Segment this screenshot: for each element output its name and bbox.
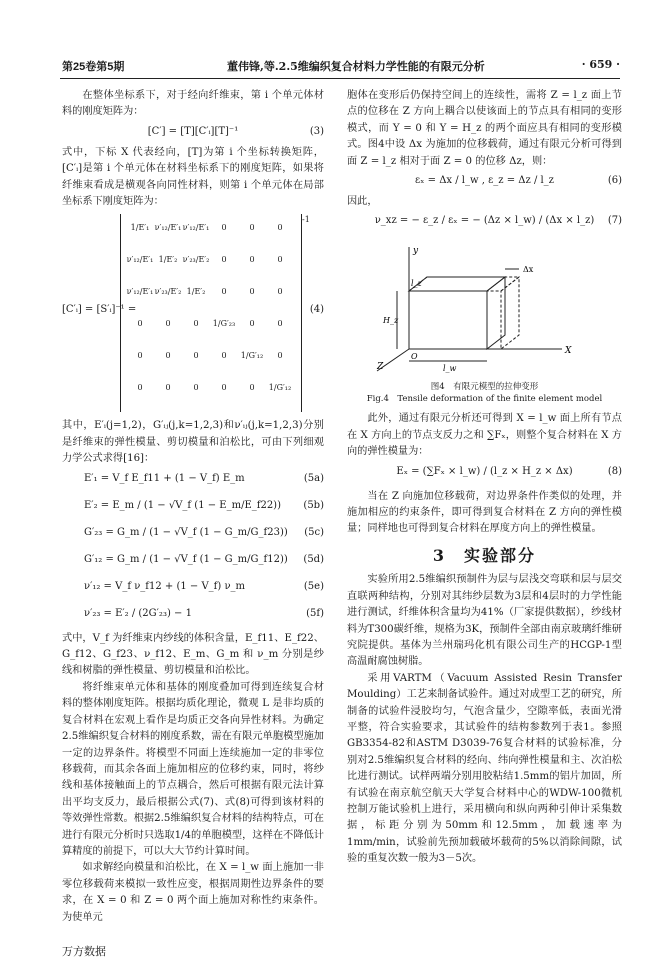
equation-body: εₓ = Δx / l_w , ε_z = Δz / l_z	[415, 175, 554, 187]
equation-number: (8)	[607, 465, 622, 477]
matrix-cell: 0	[277, 287, 283, 297]
matrix-cell: ν′₂₃/E′₂	[154, 287, 182, 297]
left-column	[62, 88, 324, 926]
equation-5e	[62, 577, 324, 603]
matrix-cell: 0	[221, 351, 227, 361]
paragraph: 式中，下标 X 代表经向，[T]为第 i 个坐标转换矩阵，[C′ᵢ]是第 i 个单元体在材料坐标系下的刚度矩阵，如果将纤维束看成是横观各向同性材料，则第 i 个单元体在局部坐标系下刚度矩阵为：	[62, 146, 324, 208]
equation-5f	[62, 604, 324, 630]
matrix-cell: 0	[221, 255, 227, 265]
equation-body: E′₂ = E_m / (1 − √V_f (1 − E_m/E_f22))	[84, 499, 281, 511]
paragraph: 采用VARTM（Vacuum Assisted Resin Transfer Moulding）工艺来制备试验件。通过对成型工艺的研究，所制备的试验件浸胶均匀，气泡含量少，空隙率低，表面光滑平整，符合实验要求，其试验件的结构参数列于表1。参照GB3354-82和ASTM D3039-76复合材料的试验标准，分别对2.5维编织复合材料的经向、纬向弹性模量和主、次泊松比进行测试。试样两端分别用胶粘结1.5mm的铝片加固，所有试验在南京航空航天大学复合材料中心的WDW-100微机控制万能试验机上进行，采用横向和纵向两种引伸计采集数据，标距分别为50mm和12.5mm，加载速率为1mm/min，试验前先预加载破坏载荷的5%以消除间隙，试验的重复次数一般为3－5次。	[347, 672, 622, 865]
equation-body: Eₓ = (∑Fₓ × l_w) / (l_z × H_z × Δx)	[396, 465, 573, 477]
matrix-cell: ν′₁₂/E′₁	[126, 287, 154, 297]
running-header	[62, 58, 620, 76]
section-heading: 3 实验部分	[432, 545, 537, 565]
model-side-face	[487, 277, 505, 349]
matrix-cell: 0	[193, 383, 199, 393]
model-front-face	[409, 291, 487, 349]
equation-number: (3)	[309, 125, 324, 137]
matrix-cell: 0	[249, 255, 255, 265]
equation-number: (5f)	[306, 607, 324, 619]
paragraph: 在整体坐标系下，对于经向纤维束，第 i 个单元体材料的刚度矩阵为：	[62, 90, 324, 118]
equation-number: (4)	[309, 304, 324, 316]
matrix-cell: 1/E′₁	[130, 223, 150, 233]
z-label: Z	[377, 362, 384, 373]
equation-number: (5b)	[303, 499, 324, 511]
paragraph: 当在 Z 向施加位移载荷，对边界条件作类似的处理，并施加相应的约束条件，即可得到复合材料在 Z 方向的弹性模量；同样地也可得到复合材料在厚度方向上的弹性模量。	[347, 490, 622, 535]
paragraph: 胞体在变形后仍保持空间上的连续性，需将 Z = l_z 面上节点的位移在 Z 方向上耦合以使该面上的节点具有相同的变形模式，而 Y = 0 和 Y = H_z 的两个面应具有相同的变形模式。图4中设 Δx 为施加的位移载荷，通过有限元分析可得到面 Z = l_z 相对于面 Z = 0 的位移 Δz，则：	[347, 90, 622, 167]
matrix-cell: 1/G′₁₂	[268, 383, 292, 393]
hz-label: H_z	[383, 316, 399, 326]
matrix-cell: 1/E′₂	[186, 287, 206, 297]
paragraph: 式中，V_f 为纤维束内纱线的体积含量，E_f11、E_f22、G_f12、G_f23、ν_f12、E_m、G_m 和 ν_m 分别是纱线和树脂的弹性模量、剪切模量和泊松比。	[62, 632, 324, 677]
matrix-cell: 0	[165, 383, 171, 393]
matrix-inverse-exponent: -1	[302, 215, 310, 225]
matrix-cell: 0	[249, 287, 255, 297]
matrix-cell: 0	[249, 383, 255, 393]
equation-number: (7)	[607, 215, 622, 227]
deformed-side	[501, 277, 519, 349]
equation-number: (6)	[607, 175, 622, 187]
matrix-cell: ν′₁₂/E′₁	[154, 223, 182, 233]
matrix-cell: 0	[249, 319, 255, 329]
matrix-cell: 0	[249, 223, 255, 233]
matrix-cell: 0	[165, 319, 171, 329]
matrix-cell: 1/G′₂₃	[212, 319, 236, 329]
equation-body: ν_xz = − ε_z / εₓ = − (Δz × l_w) / (Δx × l_z)	[374, 215, 595, 227]
matrix-cell: 0	[137, 351, 143, 361]
matrix-cell: ν′₁₂/E′₁	[126, 255, 154, 265]
x-label: X	[565, 346, 572, 357]
matrix-cell: 0	[221, 383, 227, 393]
paragraph: 其中，E′ᵢ(j=1,2)，G′ᵢⱼ(j,k=1,2,3)和ν′ᵢⱼ(j,k=1,2,3)分别是纤维束的弹性模量、剪切模量和泊松比，可由下列细观力学公式求得[16]：	[62, 420, 324, 465]
equation-number: (5d)	[303, 553, 324, 565]
matrix-cell: 0	[277, 319, 283, 329]
equation-5d	[62, 550, 324, 576]
lz-label: l_z	[411, 279, 422, 289]
header-rule	[60, 78, 620, 79]
matrix-cell: 0	[137, 319, 143, 329]
model-top-face	[409, 277, 505, 291]
equation-body: ν′₁₂ = V_f ν_f12 + (1 − V_f) ν_m	[84, 580, 246, 592]
matrix-cell: 0	[221, 223, 227, 233]
equation-number: (5a)	[303, 472, 324, 484]
equation-5c	[62, 523, 324, 549]
figure-caption-cn: 图4 有限元模型的拉伸变形	[430, 382, 539, 393]
issue-label: 第25卷第5期	[62, 61, 125, 73]
matrix-cell: ν′₂₃/E′₂	[182, 255, 210, 265]
matrix-cell: 0	[165, 351, 171, 361]
equation-3	[62, 122, 324, 144]
paragraph: 如求解经向模量和泊松比，在 X = l_w 面上施加一非零位移载荷来模拟一致性应变，根据周期性边界条件的要求，在 X = 0 和 Z = 0 两个面上施加对称性约束条件。为使单元	[62, 862, 324, 923]
equation-body: E′₁ = V_f E_f11 + (1 − V_f) E_m	[84, 472, 245, 484]
equation-6	[347, 171, 622, 193]
matrix-cell: 0	[137, 383, 143, 393]
equation-body: ν′₂₃ = E′₂ / (2G′₂₃) − 1	[84, 607, 192, 619]
equation-5b	[62, 496, 324, 522]
matrix-cell: 0	[277, 351, 283, 361]
watermark: 万方数据	[62, 946, 106, 958]
paragraph: 将纤维束单元体和基体的刚度叠加可得到连续复合材料的整体刚度矩阵。根据均质化理论，微观 L 是非均质的复合材料在宏观上看作是均质正交各向异性材料。为确定2.5维编织复合材料的刚度系数，需在有限元单胞模型施加一定的边界条件。将模型不同面上连续施加一定的非零位移载荷，而其余各面上施加相应的位移约束，同时，将纱线和基体接触面上的节点耦合，然后可根据有限元法计算出平均支反力，最后根据公式(7)、式(8)可得到该材料的等效弹性常数。根据2.5维编织复合材料的结构特点，可在进行有限元分析时只选取1/4的单胞模型，这样在不降低计算精度的前提下，可以大大节约计算时间。	[62, 681, 324, 857]
matrix-cell: ν′₁₂/E′₁	[182, 223, 210, 233]
equation-number: (5e)	[303, 580, 324, 592]
equation-body: G′₁₂ = G_m / (1 − √V_f (1 − G_m/G_f12))	[84, 553, 288, 565]
origin-label: O	[411, 352, 418, 362]
paragraph: 此外，通过有限元分析还可得到 X = l_w 面上所有节点在 X 方向上的节点支反力之和 ∑Fₓ，则整个复合材料在 X 方向的弹性模量为：	[347, 413, 622, 458]
matrix-cell: 0	[221, 287, 227, 297]
matrix-cell: 1/G′₁₂	[240, 351, 264, 361]
paragraph: 实验所用2.5维编织预制件为层与层浅交弯联和层与层交直联两种结构，分别对其纬纱层数为3层和4层时的力学性能进行测试，纤维体积含量均为41%（厂家提供数据），纱线材料为T300碳纤维，规格为3K，预制件全部由南京玻璃纤维研究院提供。基体为兰州瑞玛化机有限公司生产的HCGP-1型高温耐腐蚀树脂。	[347, 574, 622, 668]
equation-number: (5c)	[304, 526, 324, 538]
dx-label: Δx	[523, 265, 534, 275]
running-title: 董伟锋,等.2.5维编织复合材料力学性能的有限元分析	[227, 60, 485, 73]
equation-8	[347, 462, 622, 488]
paragraph: 因此，	[347, 196, 378, 208]
equation-body: [C′] = [T][C′ᵢ][T]⁻¹	[147, 125, 239, 137]
matrix-lhs: [C′ᵢ] = [S′ᵢ]⁻¹ =	[62, 304, 137, 316]
matrix-cell: 0	[277, 255, 283, 265]
matrix-cell: 0	[193, 319, 199, 329]
tensile-deformation-diagram	[347, 239, 622, 379]
matrix-cell: 0	[277, 223, 283, 233]
compliance-matrix	[126, 220, 294, 412]
equation-body: G′₂₃ = G_m / (1 − √V_f (1 − G_m/G_f23))	[84, 526, 288, 538]
stiffness-matrix-equation	[62, 214, 324, 414]
lw-label: l_w	[443, 364, 457, 374]
figure-4	[347, 239, 622, 379]
right-column	[347, 88, 622, 868]
figure-caption-en: Fig.4 Tensile deformation of the finite element model	[366, 394, 603, 405]
matrix-cell: 0	[193, 351, 199, 361]
equation-7	[347, 211, 622, 233]
equation-5a	[62, 469, 324, 495]
matrix-cell: 1/E′₂	[158, 255, 178, 265]
page-number: · 659 ·	[581, 58, 620, 71]
y-label: y	[413, 246, 419, 257]
